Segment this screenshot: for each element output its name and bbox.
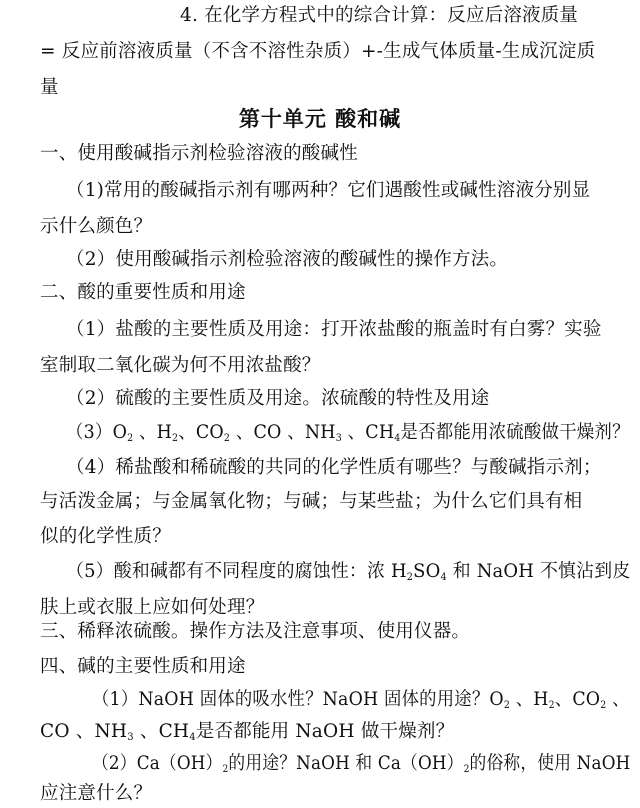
q2-mid: 的用途？NaOH 和 Ca（OH） bbox=[228, 753, 464, 774]
subscript: 2 bbox=[548, 700, 555, 711]
section4-q2-line1 bbox=[92, 752, 630, 776]
separator: 、H bbox=[133, 422, 173, 443]
q3-tail: 是否都能用浓硫酸做干燥剂？ bbox=[400, 422, 630, 443]
q2-tail: 的俗称，使用 NaOH bbox=[469, 753, 631, 774]
section2-q5-line2: 肤上或衣服上应如何处理？ bbox=[40, 597, 265, 618]
section3-heading: 三、稀释浓硫酸。操作方法及注意事项、使用仪器。 bbox=[40, 621, 471, 642]
q5-lead: （5）酸和碱都有不同程度的腐蚀性：浓 H bbox=[66, 561, 407, 582]
subscript: 2 bbox=[222, 764, 229, 775]
subscript: 4 bbox=[394, 433, 401, 444]
section2-q1-line2: 室制取二氧化碳为何不用浓盐酸？ bbox=[40, 355, 321, 376]
section2-q4-line2: 与活泼金属；与金属氧化物；与碱；与某些盐；为什么它们具有相 bbox=[40, 491, 583, 512]
intro-line-1: 4. 在化学方程式中的综合计算：反应后溶液质量 bbox=[180, 5, 579, 26]
separator: 、 bbox=[606, 689, 630, 710]
subscript: 2 bbox=[463, 764, 470, 775]
intro-line-3: 量 bbox=[40, 77, 59, 98]
separator: 、H bbox=[510, 689, 549, 710]
subscript: 3 bbox=[335, 433, 342, 444]
section1-q1-line1: （1)常用的酸碱指示剂有哪两种？它们遇酸性或碱性溶液分别显 bbox=[66, 180, 591, 201]
section2-q3 bbox=[66, 421, 630, 445]
q1-line2-lead: CO 、NH bbox=[40, 721, 128, 742]
separator: 、CO bbox=[554, 689, 601, 710]
subscript: 2 bbox=[406, 572, 414, 583]
subscript: 2 bbox=[600, 700, 607, 711]
subscript: 2 bbox=[503, 700, 511, 711]
intro-line-2: = 反应前溶液质量（不含不溶性杂质）+-生成气体质量-生成沉淀质 bbox=[40, 41, 596, 62]
subscript: 4 bbox=[440, 572, 447, 583]
separator: 、CH bbox=[341, 422, 395, 443]
section2-q4-line1: （4）稀盐酸和稀硫酸的共同的化学性质有哪些？与酸碱指示剂； bbox=[66, 457, 602, 478]
q1-line2-tail: 是否都能用 NaOH 做干燥剂？ bbox=[195, 721, 455, 742]
section2-q5-line1 bbox=[66, 560, 630, 584]
formula-o2: O bbox=[112, 422, 128, 443]
section1-q1-line2: 示什么颜色？ bbox=[40, 216, 153, 237]
q3-lead: （3） bbox=[66, 422, 113, 443]
subscript: 2 bbox=[127, 433, 134, 444]
section4-q2-line2: 应注意什么？ bbox=[40, 783, 153, 804]
section2-q1-line1: （1）盐酸的主要性质及用途：打开浓盐酸的瓶盖时有白雾？实验 bbox=[66, 319, 602, 340]
section2-q2: （2）硫酸的主要性质及用途。浓硫酸的特性及用途 bbox=[66, 388, 490, 409]
subscript: 2 bbox=[223, 433, 231, 444]
subscript: 3 bbox=[127, 732, 134, 743]
section2-heading: 二、酸的重要性质和用途 bbox=[40, 282, 246, 303]
separator: 、CH bbox=[133, 721, 190, 742]
unit-title: 第十单元 酸和碱 bbox=[238, 106, 402, 131]
separator: 、CO 、NH bbox=[230, 422, 336, 443]
section1-heading: 一、使用酸碱指示剂检验溶液的酸碱性 bbox=[40, 143, 358, 164]
section1-q2: （2）使用酸碱指示剂检验溶液的酸碱性的操作方法。 bbox=[66, 249, 509, 270]
subscript: 4 bbox=[189, 732, 196, 743]
section2-q4-line3: 似的化学性质？ bbox=[40, 526, 171, 547]
subscript: 2 bbox=[172, 433, 179, 444]
q5-tail: 和 NaOH 不慎沾到皮 bbox=[446, 561, 631, 582]
section4-q1-line1 bbox=[92, 688, 630, 712]
q2-lead: （2）Ca（OH） bbox=[92, 753, 223, 774]
formula-so4: SO bbox=[413, 561, 441, 582]
section4-heading: 四、碱的主要性质和用途 bbox=[40, 656, 246, 677]
section4-q1-line2 bbox=[40, 720, 454, 744]
q1-lead: （1）NaOH 固体的吸水性？NaOH 固体的用途？O bbox=[92, 689, 504, 710]
separator: 、CO bbox=[178, 422, 224, 443]
